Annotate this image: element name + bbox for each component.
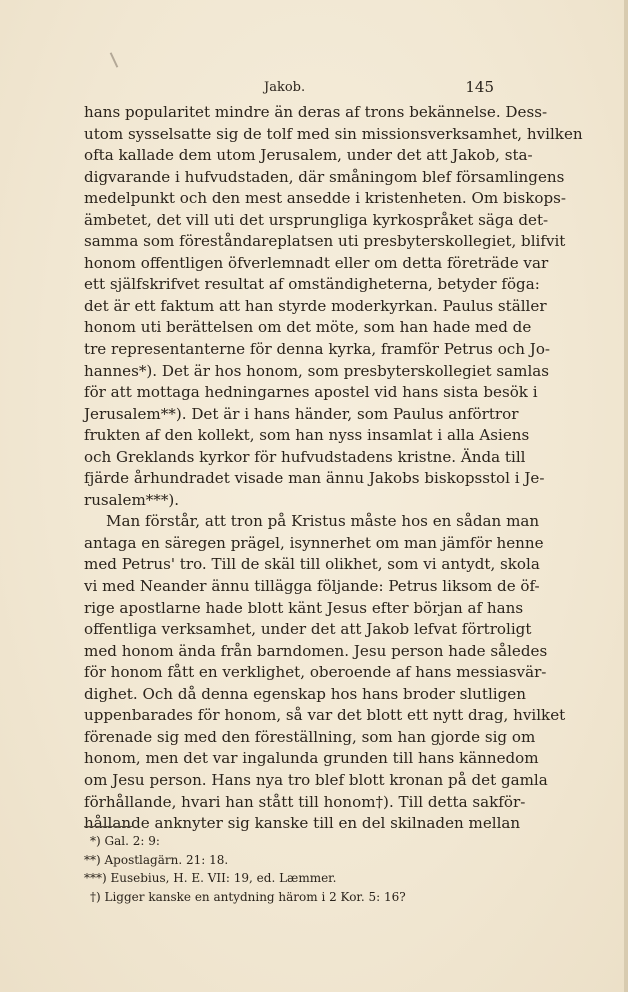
page-edge-shadow <box>624 0 628 992</box>
text-line: rusalem***). <box>84 490 180 509</box>
text-line: hans popularitet mindre än deras af trons bekännelse. Dess- <box>84 103 548 121</box>
text-line: förenade sig med den föreställning, som han gjorde sig om <box>84 727 536 746</box>
text-line: offentliga verksamhet, under det att Jakob lefvat förtroligt <box>84 620 532 639</box>
text-line: fjärde århundradet visade man ännu Jakobs biskopsstol i Je- <box>84 469 545 488</box>
text-line: utom sysselsatte sig de tolf med sin missionsverksamhet, hvilken <box>84 124 583 143</box>
text-line: tre representanterne för denna kyrka, framför Petrus och Jo- <box>84 340 551 359</box>
body-text <box>84 102 583 835</box>
text-line: honom offentligen öfverlemnadt eller om detta företräde var <box>84 253 549 272</box>
text-line: ämbetet, det vill uti det ursprungliga kyrkospråket säga det- <box>84 210 549 229</box>
text-line: med honom ända från barndomen. Jesu person hade således <box>84 641 548 660</box>
footnote: ***) Eusebius, H. E. VII: 19, ed. Læmmer. <box>84 871 337 885</box>
footnotes <box>84 832 505 906</box>
footnote: *) Gal. 2: 9: <box>90 834 160 848</box>
text-line: samma som föreståndareplatsen uti presbyterskollegiet, blifvit <box>84 232 566 251</box>
text-line: digvarande i hufvudstaden, där småningom blef församlingens <box>84 167 565 186</box>
text-line: för honom fått en verklighet, oberoende af hans messiasvär- <box>84 663 547 682</box>
text-line: ett själfskrifvet resultat af omständigheterna, betyder föga: <box>84 275 540 294</box>
page-number: 145 <box>465 78 494 96</box>
text-line: hannes*). Det är hos honom, som presbyterskollegiet samlas <box>84 361 550 380</box>
footnote-rule <box>84 826 134 827</box>
text-line: ofta kallade dem utom Jerusalem, under det att Jakob, sta- <box>84 146 533 165</box>
text-line: om Jesu person. Hans nya tro blef blott kronan på det gamla <box>84 770 548 789</box>
text-line: för att mottaga hedningarnes apostel vid hans sista besök i <box>84 383 538 402</box>
text-line: dighet. Och då denna egenskap hos hans broder slutligen <box>84 684 526 703</box>
ink-speck <box>110 52 119 67</box>
text-line: honom, men det var ingalunda grunden till hans kännedom <box>84 749 539 768</box>
text-line: frukten af den kollekt, som han nyss insamlat i alla Asiens <box>84 426 530 445</box>
paragraph-start-line: Man förstår, att tron på Kristus måste hos en sådan man <box>106 512 540 531</box>
footnote: **) Apostlagärn. 21: 18. <box>84 852 229 867</box>
text-line: honom uti berättelsen om det möte, som han hade med de <box>84 318 532 337</box>
text-line: medelpunkt och den mest ansedde i kristenheten. Om biskops- <box>84 189 566 208</box>
text-line: och Greklands kyrkor för hufvudstadens kristne. Ända till <box>84 447 526 466</box>
text-line: Jerusalem**). Det är i hans händer, som Paulus anförtror <box>84 404 519 423</box>
page-header <box>84 78 494 100</box>
text-line: förhållande, hvari han stått till honom†). Till detta sakför- <box>84 792 526 811</box>
text-line: vi med Neander ännu tillägga följande: Petrus liksom de öf- <box>84 577 540 596</box>
text-line: hållande anknyter sig kanske till en del skilnaden mellan <box>84 814 521 833</box>
footnote: †) Ligger kanske en antydning härom i 2 Kor. 5: 16? <box>90 889 406 904</box>
text-line: antaga en säregen prägel, isynnerhet om man jämför henne <box>84 533 544 552</box>
running-head: Jakob. <box>264 80 306 95</box>
text-line: det är ett faktum att han styrde moderkyrkan. Paulus ställer <box>84 296 547 315</box>
text-line: uppenbarades för honom, så var det blott ett nytt drag, hvilket <box>84 706 566 725</box>
text-line: rige apostlarne hade blott känt Jesus efter början af hans <box>84 598 524 617</box>
text-line: med Petrus' tro. Till de skäl till olikhet, som vi antydt, skola <box>84 555 540 574</box>
